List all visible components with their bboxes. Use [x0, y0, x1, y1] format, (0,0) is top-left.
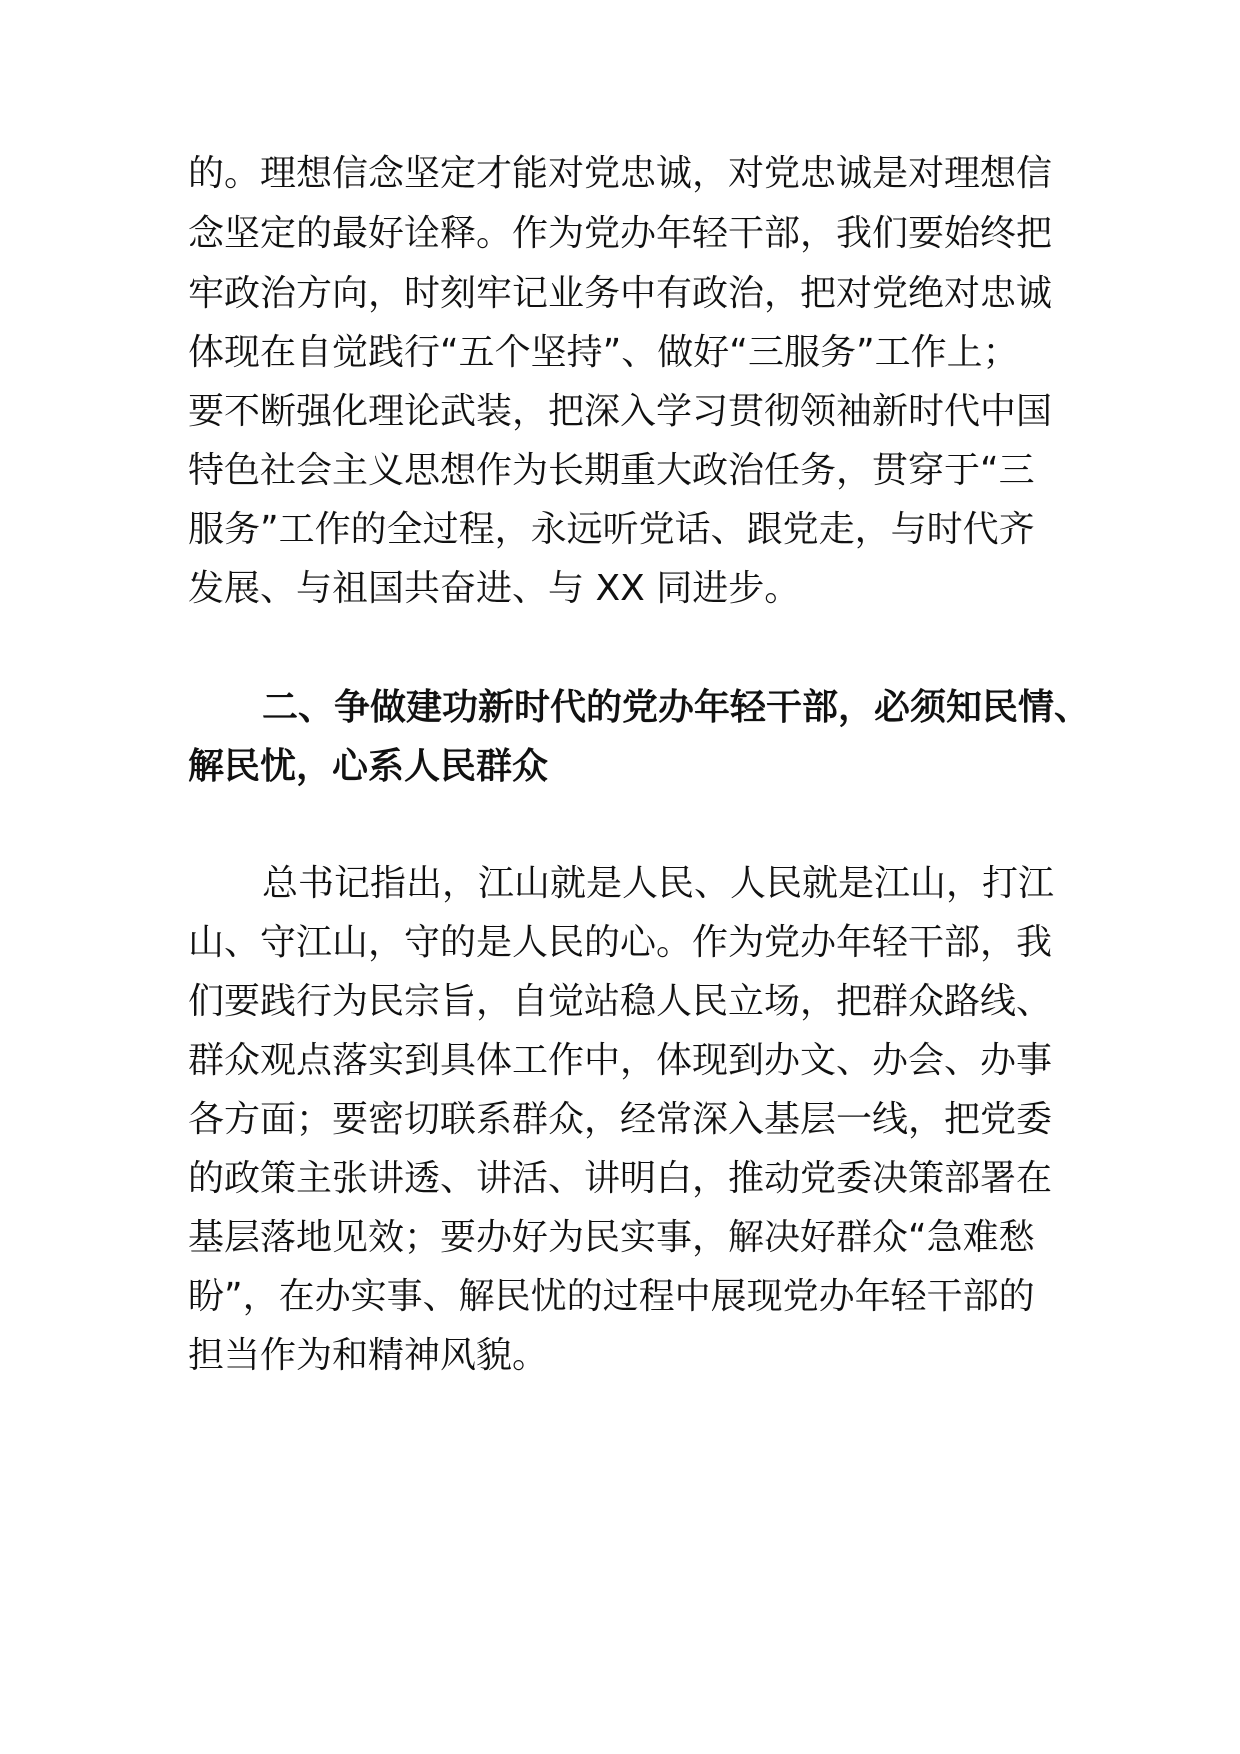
text-line: 盼”，在办实事、解民忧的过程中展现党办年轻干部的	[188, 1276, 1035, 1317]
text-line: 各方面；要密切联系群众，经常深入基层一线，把党委	[188, 1099, 1053, 1140]
text-line: 山、守江山，守的是人民的心。作为党办年轻干部，我	[188, 922, 1053, 963]
heading-line: 二、争做建功新时代的党办年轻干部，必须知民情、	[262, 687, 1091, 728]
text-line: 们要践行为民宗旨，自觉站稳人民立场，把群众路线、	[188, 981, 1053, 1022]
text-line: 基层落地见效；要办好为民实事，解决好群众“急难愁	[188, 1217, 1035, 1258]
text-line: 念坚定的最好诠释。作为党办年轻干部，我们要始终把	[188, 213, 1053, 254]
heading-line: 解民忧，心系人民群众	[188, 746, 549, 787]
text-line: 牢政治方向，时刻牢记业务中有政治，把对党绝对忠诚	[188, 273, 1053, 314]
text-line: 的政策主张讲透、讲活、讲明白，推动党委决策部署在	[188, 1158, 1053, 1199]
text-line: 体现在自觉践行“五个坚持”、做好“三服务”工作上；	[188, 332, 1019, 373]
text-line: 担当作为和精神风貌。	[188, 1335, 549, 1376]
text-line: 发展、与祖国共奋进、与 XX 同进步。	[188, 568, 801, 609]
text-line: 的。理想信念坚定才能对党忠诚，对党忠诚是对理想信	[188, 153, 1053, 194]
text-line: 服务”工作的全过程，永远听党话、跟党走，与时代齐	[188, 509, 1035, 550]
text-line: 总书记指出，江山就是人民、人民就是江山，打江	[262, 863, 1055, 904]
text-line: 群众观点落实到具体工作中，体现到办文、办会、办事	[188, 1040, 1053, 1081]
text-line: 要不断强化理论武装，把深入学习贯彻领袖新时代中国	[188, 391, 1053, 432]
text-line: 特色社会主义思想作为长期重大政治任务，贯穿于“三	[188, 450, 1035, 491]
